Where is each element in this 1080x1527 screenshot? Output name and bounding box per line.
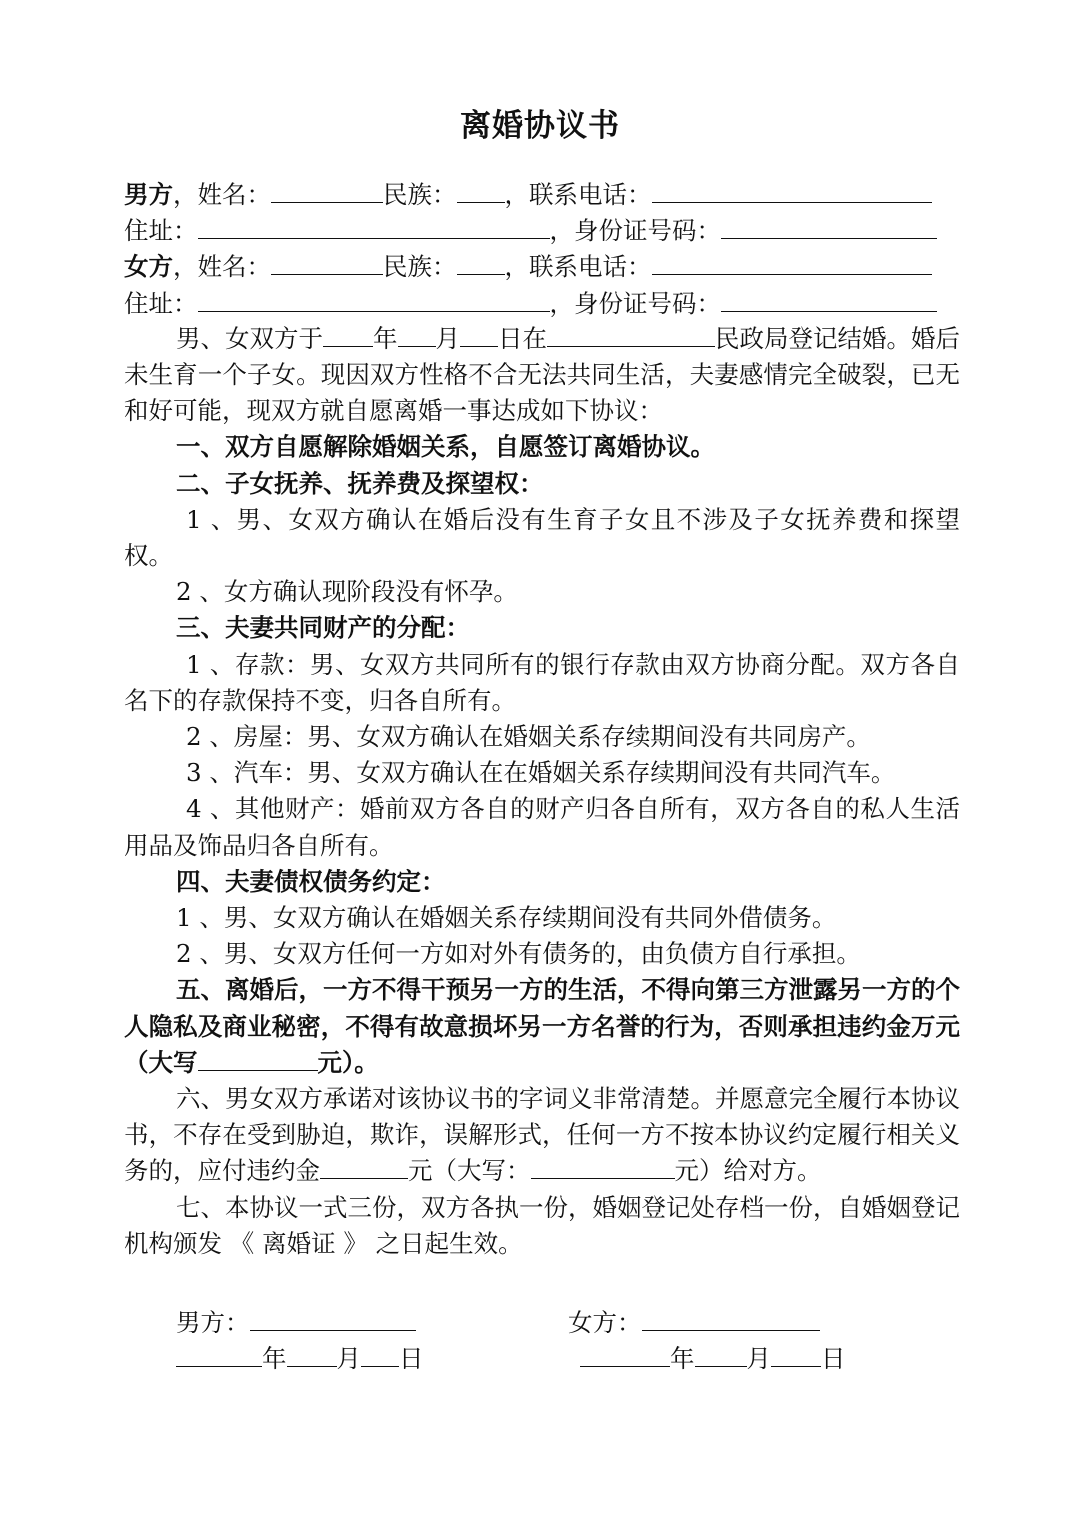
- woman-info-line: 女方，姓名： 民族： ，联系电话：: [124, 248, 960, 284]
- woman-name-label: 姓名：: [197, 252, 271, 282]
- man-ethnic-blank[interactable]: [457, 176, 505, 203]
- man-date-month-blank[interactable]: [287, 1340, 337, 1367]
- man-address-line: [124, 212, 960, 248]
- section-4-item-2: 2 、男、女双方任何一方如对外有债务的，由负债方自行承担。: [176, 939, 861, 969]
- section-3-item-4: 4 、其他财产：婚前双方各自的财产归各自所有，双方各自的私人生活用品及饰品归各自所有。: [124, 794, 960, 860]
- marriage-month-blank[interactable]: [398, 322, 436, 347]
- man-info-line: 男方，姓名： 民族： ，联系电话：: [124, 176, 960, 212]
- man-label: 男方: [124, 180, 173, 209]
- man-id-blank[interactable]: [721, 212, 937, 239]
- man-date-line: 年 月 日: [176, 1340, 424, 1377]
- section-3-item-1: 1 、存款：男、女双方共同所有的银行存款由双方协商分配。双方各自名下的存款保持不变，归各自所有。: [124, 649, 960, 715]
- section-3-item-3: 3 、汽车：男、女双方确认在在婚姻关系存续期间没有共同汽车。: [186, 758, 896, 788]
- man-date-day-blank[interactable]: [361, 1340, 399, 1367]
- woman-date-year-blank[interactable]: [580, 1340, 670, 1367]
- section-2-heading: 二、子女抚养、抚养费及探望权：: [176, 468, 544, 498]
- section-3-heading: 三、夫妻共同财产的分配：: [176, 613, 470, 643]
- bureau-blank[interactable]: [547, 322, 715, 347]
- man-id-label: ，身份证号码：: [549, 216, 721, 246]
- section-5: 五、离婚后，一方不得干预另一方的生活，不得向第三方泄露另一方的个人隐私及商业秘密，不得有故意损坏另一方名誉的行为，否则承担违约金万元（大写 元）。: [124, 975, 960, 1077]
- man-signature-label: 男方：: [176, 1308, 250, 1337]
- woman-date-line: 年 月 日: [580, 1340, 846, 1377]
- marriage-day-blank[interactable]: [460, 322, 498, 347]
- section-4-item-1: 1 、男、女双方确认在婚姻关系存续期间没有共同外借债务。: [176, 903, 837, 932]
- man-address-label: 住址：: [124, 216, 198, 246]
- woman-address-label: 住址：: [124, 288, 198, 318]
- penalty-amount-capital-blank[interactable]: [531, 1154, 675, 1179]
- marriage-year-blank[interactable]: [323, 322, 373, 347]
- woman-ethnic-blank[interactable]: [457, 248, 505, 275]
- document-body: [124, 176, 960, 1262]
- penalty-capital-blank[interactable]: [198, 1046, 318, 1071]
- section-2-item-1: 1 、男、女双方确认在婚后没有生育子女且不涉及子女抚养费和探望权。: [124, 504, 960, 570]
- woman-name-blank[interactable]: [271, 248, 383, 275]
- section-7: 七、本协议一式三份，双方各执一份，婚姻登记处存档一份，自婚姻登记机构颁发 《 离婚证 》 之日起生效。: [124, 1192, 960, 1258]
- man-name-label: 姓名：: [197, 180, 271, 209]
- man-signature-blank[interactable]: [250, 1304, 416, 1331]
- man-phone-blank[interactable]: [652, 176, 932, 203]
- document-title: 离婚协议书: [460, 108, 620, 144]
- penalty-amount-blank[interactable]: [320, 1154, 408, 1179]
- man-address-blank[interactable]: [198, 212, 550, 239]
- man-date-year-blank[interactable]: [176, 1340, 262, 1367]
- section-2-item-2: 2 、女方确认现阶段没有怀孕。: [176, 577, 518, 607]
- section-4-heading: 四、夫妻债权债务约定：: [176, 866, 446, 896]
- section-6: 六、男女双方承诺对该协议书的字词义非常清楚。并愿意完全履行本协议书，不存在受到胁迫，欺诈，误解形式，任何一方不按本协议约定履行相关义务的，应付违约金 元（大写： 元）给对方。: [124, 1084, 960, 1186]
- man-ethnic-label: 民族：: [383, 180, 457, 209]
- woman-signature-line: [568, 1304, 820, 1341]
- man-name-blank[interactable]: [271, 176, 383, 203]
- woman-address-line: [124, 285, 960, 321]
- woman-phone-blank[interactable]: [652, 248, 932, 275]
- woman-signature-blank[interactable]: [642, 1304, 820, 1331]
- section-1: 一、双方自愿解除婚姻关系，自愿签订离婚协议。: [176, 432, 715, 462]
- woman-signature-label: 女方：: [568, 1308, 642, 1337]
- man-phone-label: ，联系电话：: [504, 180, 652, 209]
- section-3-item-2: 2 、房屋：男、女双方确认在婚姻关系存续期间没有共同房产。: [186, 721, 871, 751]
- woman-date-day-blank[interactable]: [771, 1340, 821, 1367]
- man-signature-line: [176, 1304, 416, 1341]
- woman-id-blank[interactable]: [721, 285, 937, 312]
- woman-label: 女方: [124, 252, 173, 282]
- woman-id-label: ，身份证号码：: [549, 288, 721, 318]
- intro-paragraph: 男、女双方于 年 月 日在 民政局登记结婚。婚后未生育一个子女。现因双方性格不合无法共同生活，夫妻感情完全破裂，已无和好可能，现双方就自愿离婚一事达成如下协议：: [124, 323, 960, 426]
- woman-address-blank[interactable]: [198, 285, 550, 312]
- woman-date-month-blank[interactable]: [695, 1340, 747, 1367]
- woman-phone-label: ，联系电话：: [504, 252, 652, 282]
- woman-ethnic-label: 民族：: [383, 252, 457, 282]
